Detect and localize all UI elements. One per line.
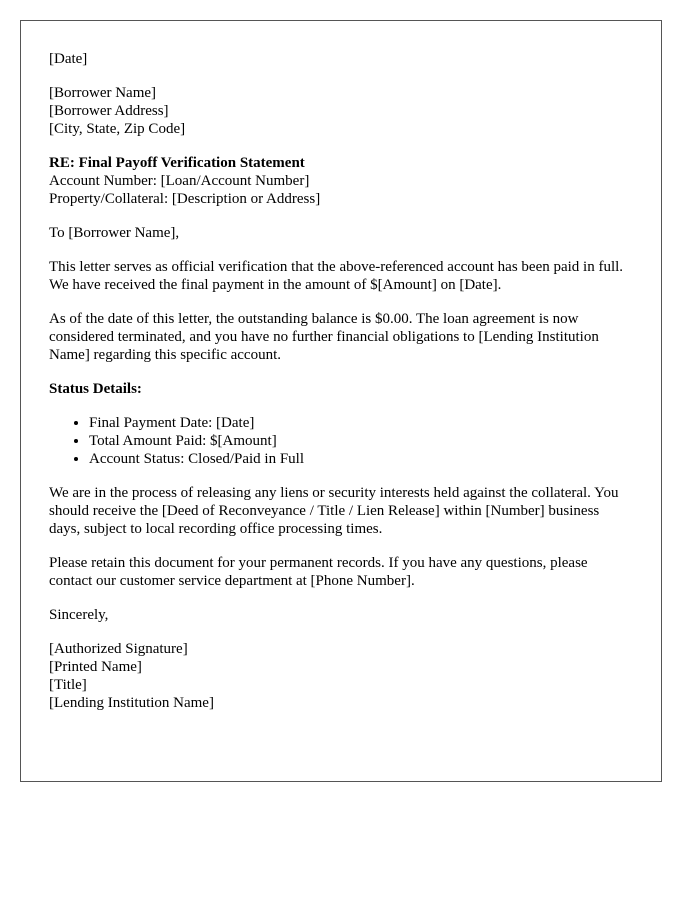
reference-block <box>49 154 633 208</box>
status-item-account-status: • Account Status: Closed/Paid in Full <box>89 450 633 468</box>
paragraph-payment-verification: This letter serves as official verification that the above-referenced account has been paid in full. We have received the final payment in the amount of $[Amount] on [Date]. <box>49 259 624 293</box>
authorized-signature: [Authorized Signature] <box>49 641 188 657</box>
paragraph-balance-statement: As of the date of this letter, the outstanding balance is $0.00. The loan agreement is now considered terminated, and you have no further financial obligations to [Lending Institution Name] regarding this specific account. <box>49 311 599 363</box>
status-item-final-payment-date: • Final Payment Date: [Date] <box>89 414 633 432</box>
recipient-city-state-zip: [City, State, Zip Code] <box>49 121 186 137</box>
salutation-block <box>49 224 633 242</box>
status-item-total-amount-paid: • Total Amount Paid: $[Amount] <box>89 432 633 450</box>
letter-date: [Date] <box>49 51 88 67</box>
paragraph-lien-release: We are in the process of releasing any liens or security interests held against the collateral. You should receive the [Deed of Reconveyance / Title / Lien Release] within [Number] business days, subject to local recording office processing times. <box>49 485 619 537</box>
lending-institution-name: [Lending Institution Name] <box>49 695 214 711</box>
recipient-address: [Borrower Address] <box>49 103 169 119</box>
status-heading: Status Details: <box>49 381 142 397</box>
recipient-address-block <box>49 84 633 138</box>
letter-date-block <box>49 50 633 68</box>
printed-name: [Printed Name] <box>49 659 142 675</box>
property-collateral-line: Property/Collateral: [Description or Address] <box>49 191 321 207</box>
account-number-line: Account Number: [Loan/Account Number] <box>49 173 310 189</box>
closing: Sincerely, <box>49 607 109 623</box>
signature-block <box>49 640 633 712</box>
status-details-list <box>49 414 633 468</box>
closing-block <box>49 606 633 624</box>
recipient-name: [Borrower Name] <box>49 85 157 101</box>
signer-title: [Title] <box>49 677 87 693</box>
reference-title: RE: Final Payoff Verification Statement <box>49 155 305 171</box>
letter-document <box>20 20 662 782</box>
status-heading-block <box>49 380 633 398</box>
salutation: To [Borrower Name], <box>49 225 180 241</box>
paragraph-retain-records: Please retain this document for your permanent records. If you have any questions, please contact our customer service department at [Phone Number]. <box>49 555 588 589</box>
